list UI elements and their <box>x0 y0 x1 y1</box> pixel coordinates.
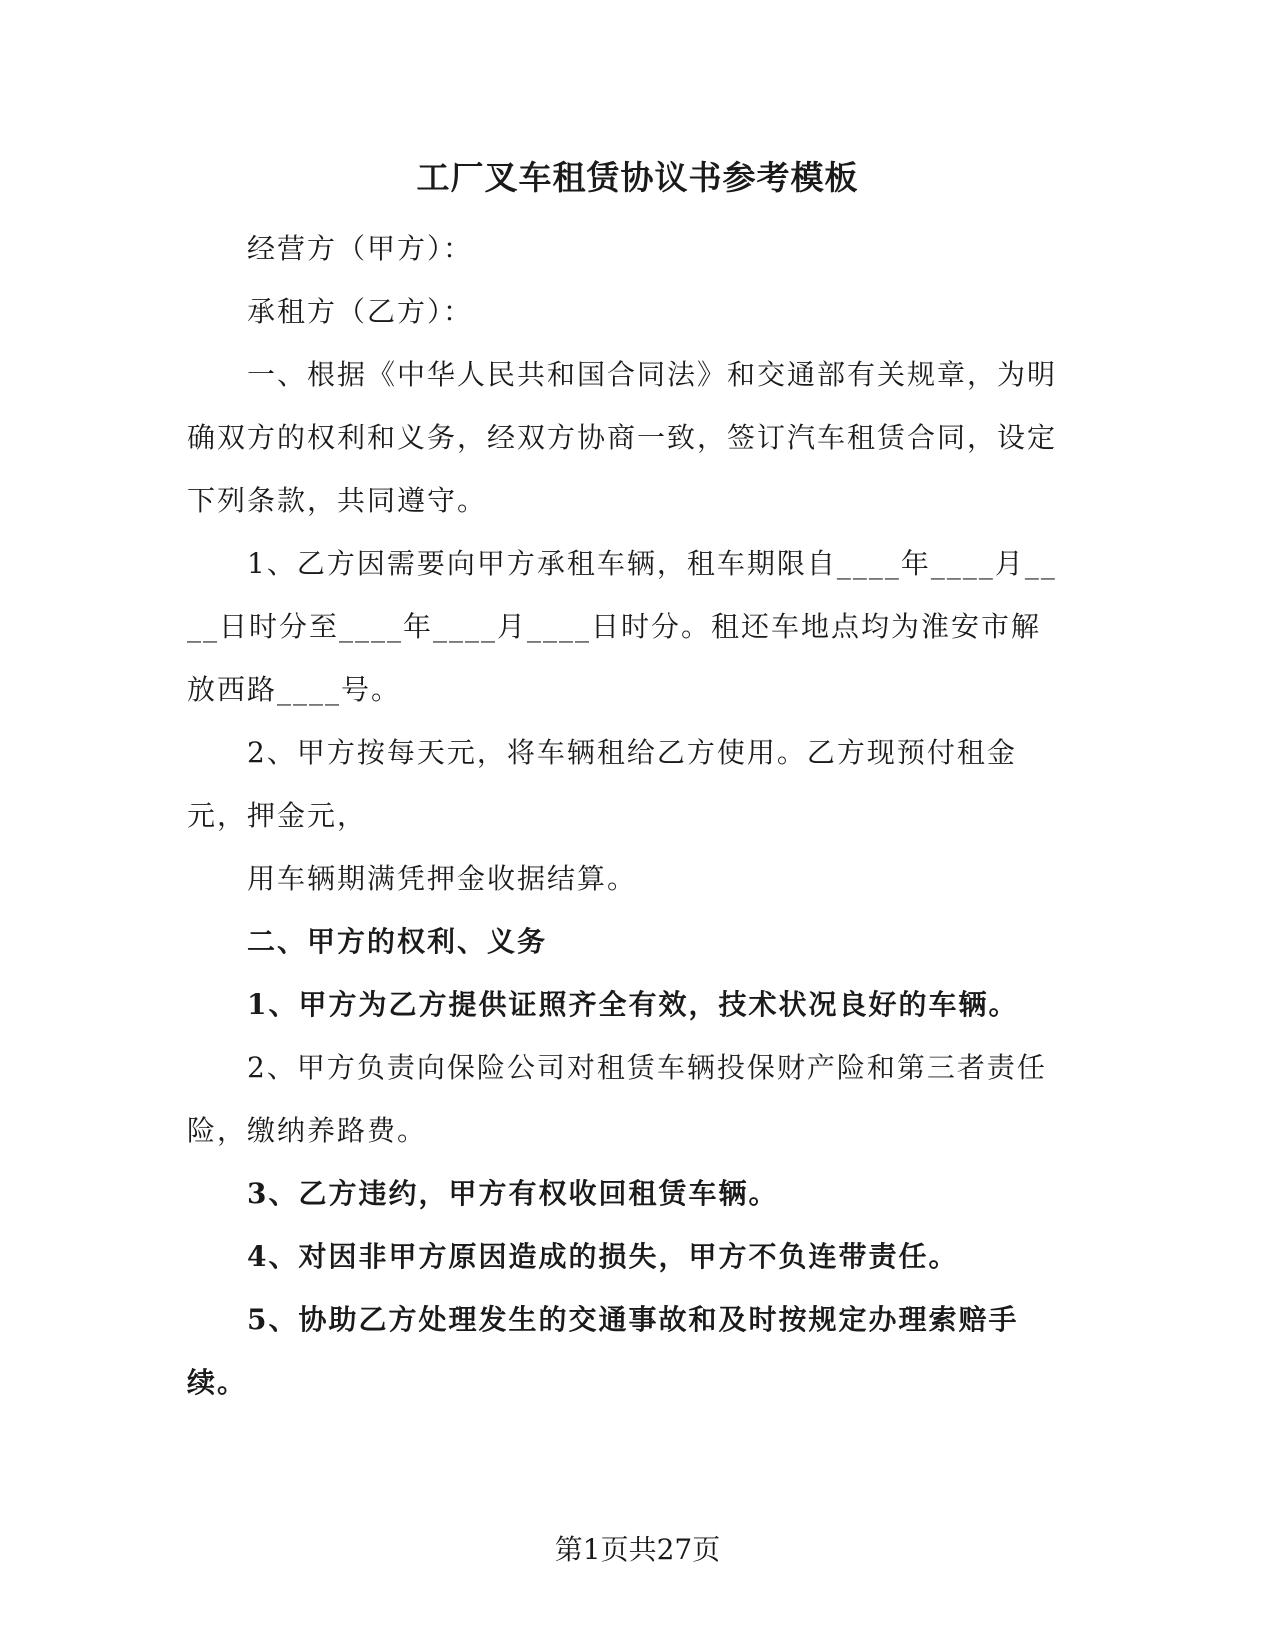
document-body <box>187 217 1067 1414</box>
paragraph-section-1: 一、根据《中华人民共和国合同法》和交通部有关规章，为明确双方的权利和义务，经双方协商一致，签订汽车租赁合同，设定下列条款，共同遵守。 <box>187 358 1058 517</box>
paragraph-clause-1-2: 2、甲方按每天元，将车辆租给乙方使用。乙方现预付租金元，押金元， <box>187 736 1017 832</box>
paragraph-lessee: 承租方（乙方）： <box>247 295 474 328</box>
paragraph-clause-2-3: 3、乙方违约，甲方有权收回租赁车辆。 <box>247 1177 779 1210</box>
paragraph-lessor: 经营方（甲方）： <box>247 232 474 265</box>
page-number-footer: 第1页共27页 <box>554 1533 721 1566</box>
paragraph-clause-2-5: 5、协助乙方处理发生的交通事故和及时按规定办理索赔手续。 <box>187 1303 1019 1399</box>
section-heading-2: 二、甲方的权利、义务 <box>247 925 548 958</box>
paragraph-clause-2-1: 1、甲方为乙方提供证照齐全有效，技术状况良好的车辆。 <box>247 988 1019 1021</box>
paragraph-clause-1-2-cont: 用车辆期满凭押金收据结算。 <box>247 862 638 895</box>
document-title: 工厂叉车租赁协议书参考模板 <box>416 158 859 197</box>
paragraph-clause-2-4: 4、对因非甲方原因造成的损失，甲方不负连带责任。 <box>247 1240 959 1273</box>
paragraph-clause-1-1: 1、乙方因需要向甲方承租车辆，租车期限自____年____月____日时分至____年____月____日时分。租还车地点均为淮安市解放西路____号。 <box>187 547 1057 706</box>
paragraph-clause-2-2: 2、甲方负责向保险公司对租赁车辆投保财产险和第三者责任险，缴纳养路费。 <box>187 1051 1047 1147</box>
